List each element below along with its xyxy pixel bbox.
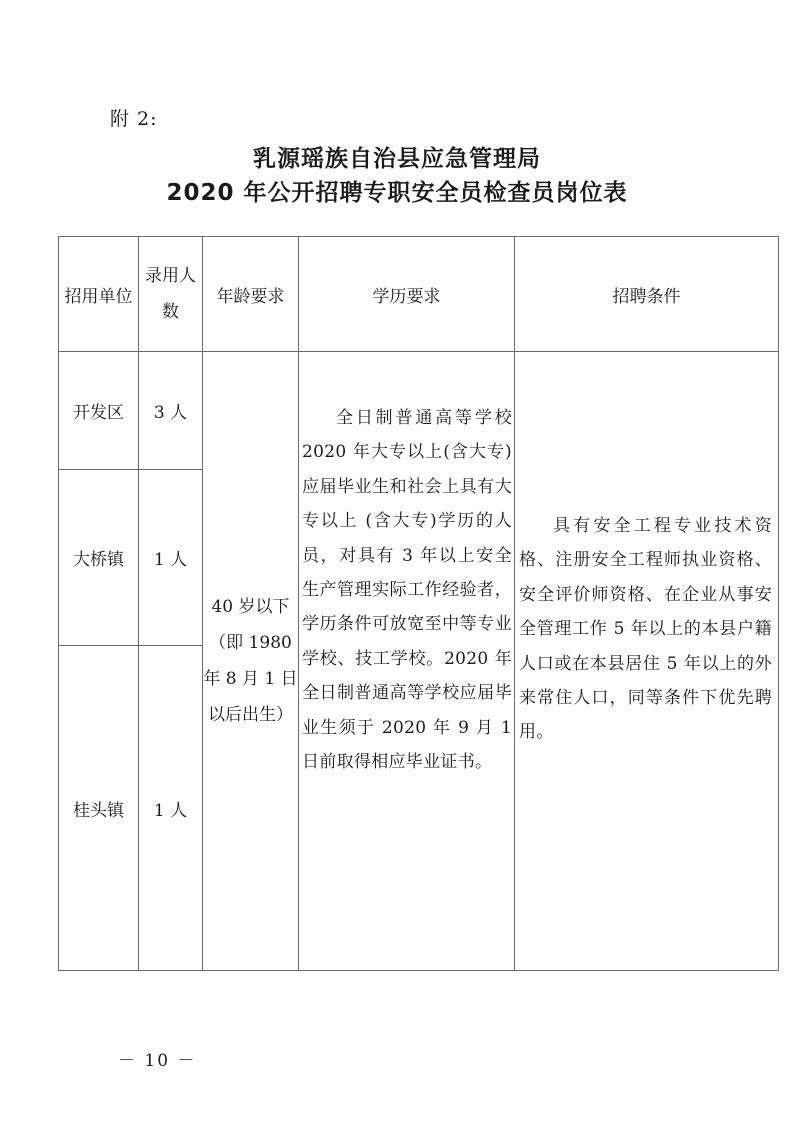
age-line3: 年 8 月 1 日 — [203, 669, 298, 689]
age-line1: 40 岁以下 — [211, 597, 290, 617]
document-title-line2: 2020 年公开招聘专职安全员检查员岗位表 — [166, 180, 628, 206]
recruitment-conditions-text: 具有安全工程专业技术资格、注册安全工程师执业资格、安全评价师资格、在企业从事安全管理工作 5 年以上的本县户籍人口或在本县居住 5 年以上的外来常住人口，同等条件下优先聘用。 — [519, 516, 772, 743]
count-cell: 3 人 — [139, 352, 203, 470]
table-row — [59, 352, 779, 470]
age-requirement-cell — [203, 352, 299, 971]
unit-cell: 桂头镇 — [59, 646, 139, 971]
count-cell: 1 人 — [139, 470, 203, 646]
page-number: － 10 － — [118, 1051, 197, 1071]
header-age: 年龄要求 — [203, 237, 299, 352]
header-count-line1: 录用人 — [145, 266, 196, 286]
age-line4: 以后出生） — [208, 705, 293, 725]
document-title-line1: 乳源瑶族自治县应急管理局 — [253, 146, 541, 172]
annex-label: 附 2: — [110, 108, 158, 130]
education-requirement-cell — [299, 352, 515, 971]
count-cell: 1 人 — [139, 646, 203, 971]
header-count-line2: 数 — [162, 302, 179, 322]
recruitment-conditions-cell — [515, 352, 779, 971]
unit-cell: 开发区 — [59, 352, 139, 470]
header-conditions: 招聘条件 — [515, 237, 779, 352]
age-line2: （即 1980 — [209, 633, 292, 653]
header-education: 学历要求 — [299, 237, 515, 352]
header-unit: 招用单位 — [59, 237, 139, 352]
header-count — [139, 237, 203, 352]
education-requirement-text: 全日制普通高等学校 2020 年大专以上(含大专) 应届毕业生和社会上具有大专以上 (含大专)学历的人员，对具有 3 年以上安全生产管理实际工作经验者，学历条件可放宽至中等专业学校、技工学校。2020 年全日制普通高等学校应届毕业生须于 2020 年 9 月 1 日前取得相应毕业证书。 — [302, 408, 512, 773]
positions-table — [58, 236, 779, 971]
unit-cell: 大桥镇 — [59, 470, 139, 646]
table-header-row — [59, 237, 779, 352]
